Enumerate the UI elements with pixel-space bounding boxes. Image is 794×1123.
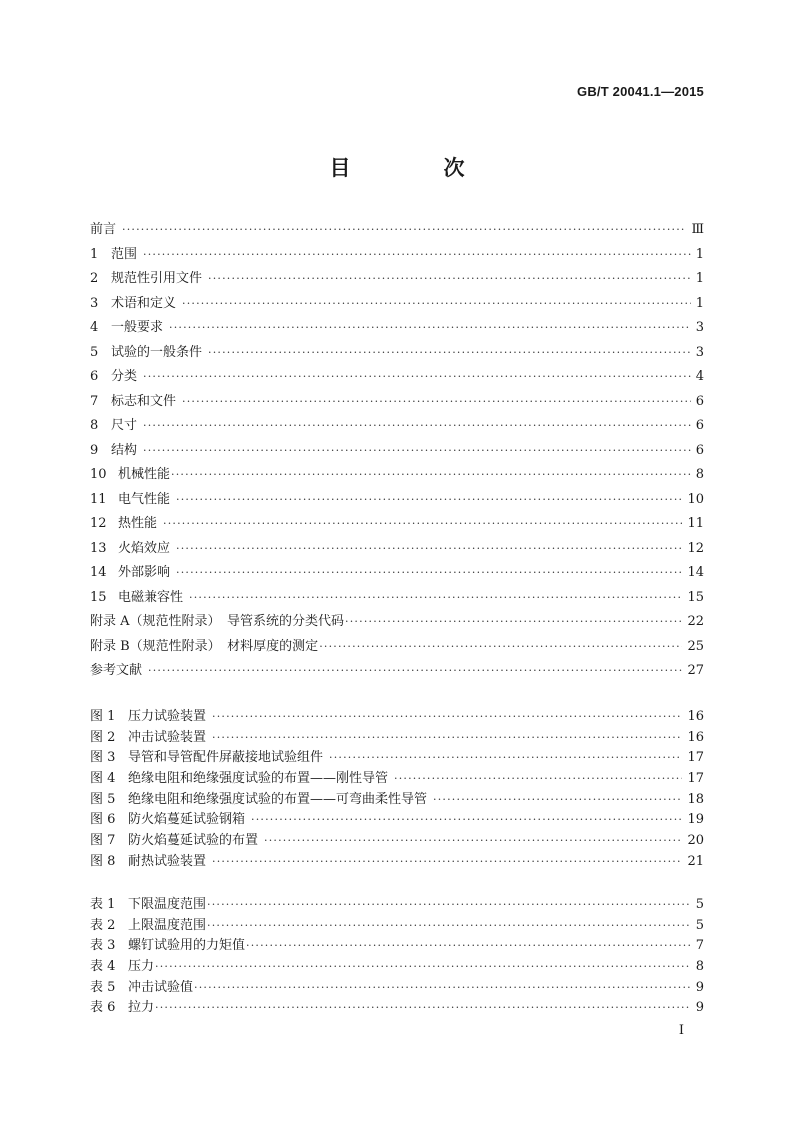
table-page: 9 bbox=[695, 1000, 704, 1016]
page-number: I bbox=[678, 1023, 684, 1038]
figure-label: 绝缘电阻和绝缘强度试验的布置——可弯曲柔性导管 bbox=[128, 791, 428, 807]
standard-code: GB/T 20041.1—2015 bbox=[577, 84, 704, 99]
dot-leader bbox=[182, 297, 691, 310]
toc-number: 8 bbox=[90, 418, 99, 433]
figure-label: 压力试验装置 bbox=[128, 709, 207, 724]
toc-entry-9[interactable] bbox=[90, 439, 704, 464]
toc-label: 范围 bbox=[111, 246, 138, 262]
table-label: 上限温度范围 bbox=[128, 917, 207, 933]
toc-number: 2 bbox=[90, 271, 99, 286]
dot-leader bbox=[207, 898, 691, 911]
toc-page: 1 bbox=[695, 246, 704, 262]
toc-entry-annex-a[interactable] bbox=[90, 610, 704, 635]
toc-page: 6 bbox=[695, 418, 704, 433]
figure-label: 耐热试验装置 bbox=[128, 853, 207, 869]
figure-label: 防火焰蔓延试验钢箱 bbox=[128, 812, 246, 828]
toc-main-list bbox=[90, 218, 704, 684]
toc-label: 一般要求 bbox=[111, 320, 164, 335]
page-title: 目 次 bbox=[329, 156, 501, 180]
dot-leader bbox=[319, 640, 682, 653]
toc-number: 6 bbox=[90, 369, 99, 384]
toc-number: 10 bbox=[90, 467, 107, 482]
toc-number: 13 bbox=[90, 540, 107, 556]
toc-entry-14[interactable] bbox=[90, 561, 704, 586]
dot-leader bbox=[212, 710, 682, 723]
toc-page: 14 bbox=[687, 565, 704, 580]
toc-page: 3 bbox=[695, 320, 704, 335]
table-page: 7 bbox=[695, 938, 704, 954]
table-number: 表 3 bbox=[90, 938, 116, 954]
toc-label: 电磁兼容性 bbox=[118, 589, 184, 605]
figure-label: 冲击试验装置 bbox=[128, 729, 207, 745]
toc-entry-2[interactable] bbox=[90, 267, 704, 292]
toc-entry-5[interactable] bbox=[90, 341, 704, 366]
toc-label: 附录 B（规范性附录） 材料厚度的测定 bbox=[90, 638, 319, 654]
figure-number: 图 6 bbox=[90, 812, 116, 828]
figure-label: 防火焰蔓延试验的布置 bbox=[128, 833, 259, 849]
dot-leader bbox=[155, 960, 691, 973]
dot-leader bbox=[143, 419, 691, 432]
toc-label: 规范性引用文件 bbox=[111, 271, 203, 286]
figure-page: 19 bbox=[687, 812, 704, 828]
toc-page: 12 bbox=[687, 540, 704, 556]
dot-leader bbox=[176, 542, 682, 555]
figure-page: 16 bbox=[687, 729, 704, 745]
dot-leader bbox=[169, 321, 691, 334]
figure-label: 绝缘电阻和绝缘强度试验的布置——刚性导管 bbox=[128, 771, 389, 787]
toc-page: 1 bbox=[695, 271, 704, 286]
toc-number: 7 bbox=[90, 393, 99, 409]
dot-leader bbox=[212, 855, 682, 868]
toc-number: 14 bbox=[90, 565, 107, 580]
table-label: 下限温度范围 bbox=[128, 897, 207, 912]
toc-entry-13[interactable] bbox=[90, 537, 704, 562]
toc-entry-foreword[interactable] bbox=[90, 218, 704, 243]
figure-label: 导管和导管配件屏蔽接地试验组件 bbox=[128, 750, 324, 766]
figure-entry-2[interactable] bbox=[90, 726, 704, 747]
toc-label: 尺寸 bbox=[111, 418, 138, 433]
dot-leader bbox=[208, 272, 691, 285]
toc-label: 机械性能 bbox=[118, 467, 171, 482]
table-page: 8 bbox=[695, 959, 704, 975]
toc-page: Ⅲ bbox=[691, 222, 704, 237]
table-number: 表 2 bbox=[90, 917, 116, 933]
toc-label: 外部影响 bbox=[118, 565, 171, 580]
table-entry-5[interactable] bbox=[90, 976, 704, 997]
toc-entry-4[interactable] bbox=[90, 316, 704, 341]
dot-leader bbox=[155, 1001, 691, 1014]
toc-entry-bibliography[interactable] bbox=[90, 659, 704, 684]
figure-entry-5[interactable] bbox=[90, 788, 704, 809]
table-label: 压力 bbox=[128, 959, 155, 975]
figure-list bbox=[90, 705, 704, 871]
toc-number: 5 bbox=[90, 344, 99, 360]
toc-label: 热性能 bbox=[118, 516, 158, 531]
toc-entry-10[interactable] bbox=[90, 463, 704, 488]
figure-page: 18 bbox=[687, 791, 704, 807]
table-entry-4[interactable] bbox=[90, 955, 704, 976]
toc-label: 结构 bbox=[111, 442, 138, 458]
figure-number: 图 3 bbox=[90, 750, 116, 766]
figure-number: 图 8 bbox=[90, 853, 116, 869]
dot-leader bbox=[212, 731, 682, 744]
dot-leader bbox=[394, 772, 682, 785]
toc-page: 10 bbox=[687, 491, 704, 507]
figure-number: 图 7 bbox=[90, 833, 116, 849]
toc-entry-11[interactable] bbox=[90, 488, 704, 513]
dot-leader bbox=[163, 517, 682, 530]
table-label: 拉力 bbox=[128, 1000, 155, 1016]
dot-leader bbox=[194, 981, 691, 994]
toc-number: 12 bbox=[90, 516, 107, 531]
toc-entry-15[interactable] bbox=[90, 586, 704, 611]
figure-entry-1[interactable] bbox=[90, 705, 704, 726]
toc-entry-6[interactable] bbox=[90, 365, 704, 390]
toc-page: 1 bbox=[695, 295, 704, 311]
toc-number: 3 bbox=[90, 295, 99, 311]
dot-leader bbox=[433, 793, 682, 806]
figure-entry-6[interactable] bbox=[90, 808, 704, 829]
toc-page: 4 bbox=[695, 369, 704, 384]
dot-leader bbox=[182, 395, 691, 408]
figure-entry-8[interactable] bbox=[90, 850, 704, 871]
dot-leader bbox=[207, 919, 691, 932]
toc-number: 4 bbox=[90, 320, 99, 335]
table-page: 5 bbox=[695, 917, 704, 933]
table-label: 冲击试验值 bbox=[128, 979, 194, 995]
dot-leader bbox=[264, 834, 682, 847]
toc-number: 9 bbox=[90, 442, 99, 458]
dot-leader bbox=[329, 751, 682, 764]
table-entry-6[interactable] bbox=[90, 996, 704, 1017]
toc-entry-7[interactable] bbox=[90, 390, 704, 415]
table-page: 5 bbox=[695, 897, 704, 912]
toc-entry-12[interactable] bbox=[90, 512, 704, 537]
figure-page: 16 bbox=[687, 709, 704, 724]
table-number: 表 5 bbox=[90, 979, 116, 995]
dot-leader bbox=[148, 664, 682, 677]
toc-number: 1 bbox=[90, 246, 99, 262]
toc-label: 标志和文件 bbox=[111, 393, 177, 409]
figure-entry-4[interactable] bbox=[90, 767, 704, 788]
toc-label: 分类 bbox=[111, 369, 138, 384]
toc-label: 前言 bbox=[90, 222, 117, 237]
toc-label: 附录 A（规范性附录） 导管系统的分类代码 bbox=[90, 614, 345, 629]
toc-page: 27 bbox=[687, 663, 704, 678]
table-number: 表 6 bbox=[90, 1000, 116, 1016]
toc-number: 15 bbox=[90, 589, 107, 605]
figure-number: 图 1 bbox=[90, 709, 116, 724]
toc-page: 8 bbox=[695, 467, 704, 482]
table-number: 表 1 bbox=[90, 897, 116, 912]
dot-leader bbox=[189, 591, 682, 604]
table-entry-3[interactable] bbox=[90, 934, 704, 955]
table-number: 表 4 bbox=[90, 959, 116, 975]
toc-page: 15 bbox=[687, 589, 704, 605]
figure-page: 20 bbox=[687, 833, 704, 849]
toc-entry-8[interactable] bbox=[90, 414, 704, 439]
toc-entry-annex-b[interactable] bbox=[90, 635, 704, 660]
dot-leader bbox=[246, 939, 691, 952]
toc-entry-3[interactable] bbox=[90, 292, 704, 317]
figure-entry-3[interactable] bbox=[90, 746, 704, 767]
toc-page: 6 bbox=[695, 442, 704, 458]
figure-page: 17 bbox=[687, 771, 704, 787]
toc-page: 11 bbox=[687, 516, 704, 531]
toc-label: 电气性能 bbox=[118, 491, 171, 507]
figure-number: 图 4 bbox=[90, 771, 116, 787]
dot-leader bbox=[251, 813, 682, 826]
figure-entry-7[interactable] bbox=[90, 829, 704, 850]
dot-leader bbox=[176, 566, 682, 579]
toc-entry-1[interactable] bbox=[90, 243, 704, 268]
toc-number: 11 bbox=[90, 491, 107, 507]
toc-page: 3 bbox=[695, 344, 704, 360]
dot-leader bbox=[208, 346, 691, 359]
toc-label: 火焰效应 bbox=[118, 540, 171, 556]
table-entry-2[interactable] bbox=[90, 914, 704, 935]
toc-page: 22 bbox=[687, 614, 704, 629]
dot-leader bbox=[171, 468, 691, 481]
table-entry-1[interactable] bbox=[90, 893, 704, 914]
table-label: 螺钉试验用的力矩值 bbox=[128, 938, 246, 954]
dot-leader bbox=[143, 370, 691, 383]
dot-leader bbox=[176, 493, 682, 506]
dot-leader bbox=[143, 444, 691, 457]
figure-page: 21 bbox=[687, 853, 704, 869]
table-list bbox=[90, 893, 704, 1017]
table-page: 9 bbox=[695, 979, 704, 995]
dot-leader bbox=[122, 223, 686, 236]
toc-label: 试验的一般条件 bbox=[111, 344, 203, 360]
toc-label: 参考文献 bbox=[90, 663, 143, 678]
dot-leader bbox=[345, 615, 682, 628]
toc-page: 25 bbox=[687, 638, 704, 654]
toc-label: 术语和定义 bbox=[111, 295, 177, 311]
figure-page: 17 bbox=[687, 750, 704, 766]
dot-leader bbox=[143, 248, 691, 261]
figure-number: 图 5 bbox=[90, 791, 116, 807]
figure-number: 图 2 bbox=[90, 729, 116, 745]
toc-page: 6 bbox=[695, 393, 704, 409]
